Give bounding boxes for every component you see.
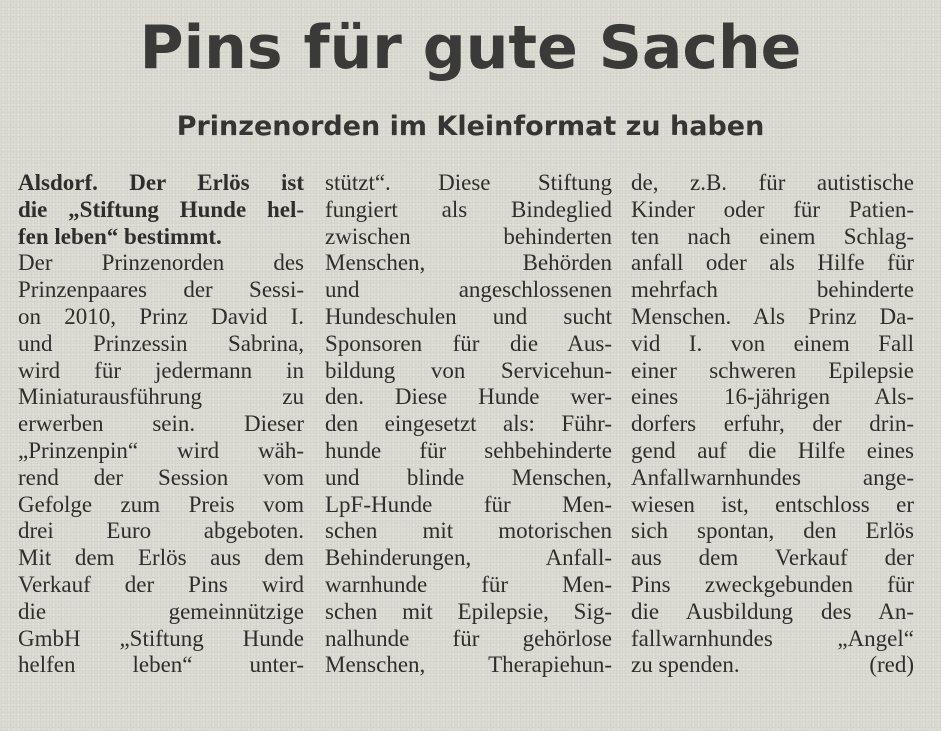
text-line: Gefolge zum Preis vom [18,491,304,517]
text-line: Behinderungen, Anfall- [325,545,612,571]
text-line: GmbH „Stiftung Hunde [18,625,304,651]
text-line: und blinde Menschen, [325,464,612,490]
text-line: schen mit motorischen [325,518,612,544]
text-line: die Ausbildung des An- [631,598,914,624]
text-line: Menschen, Behörden [325,250,612,276]
text-line: Menschen. Als Prinz Da- [631,303,914,329]
lead-line: die „Stiftung Hunde hel- [18,196,304,222]
text-line: die gemeinnützige [18,598,304,624]
text-line: drei Euro abgeboten. [18,518,304,544]
text-line: stützt“. Diese Stiftung [325,170,612,195]
text-line: rend der Session vom [18,464,304,490]
text-line: Menschen, Therapiehun- [325,652,612,678]
text-line: aus dem Verkauf der [631,545,914,571]
lead-line: fen leben“ bestimmt. [18,223,222,249]
text-line: warnhunde für Men- [325,571,612,597]
text-line: anfall oder als Hilfe für [631,250,914,276]
text-line: mehrfach behinderte [631,277,914,303]
article-signoff [631,652,914,679]
text-line: Pins zweckgebunden für [631,571,914,597]
text-line: wird für jedermann in [18,357,304,383]
text-line: fallwarnhundes „Angel“ [631,625,914,651]
text-line: Prinzenpaares der Sessi- [18,277,304,303]
lead-line: Alsdorf. Der Erlös ist [18,170,304,195]
text-line: LpF-Hunde für Men- [325,491,612,517]
text-line: on 2010, Prinz David I. [18,303,304,329]
text-line: Verkauf der Pins wird [18,571,304,597]
text-line: zwischen behinderten [325,223,612,249]
text-line: wiesen ist, entschloss er [631,491,914,517]
text-line: schen mit Epilepsie, Sig- [325,598,612,624]
text-line: einer schweren Epilepsie [631,357,914,383]
text-line: den eingesetzt als: Führ- [325,411,612,437]
text-line: Kinder oder für Patien- [631,196,914,222]
subheadline: Prinzenorden im Kleinformat zu haben [176,111,765,142]
text-line: Mit dem Erlös aus dem [18,545,304,571]
text-line: eines 16-jährigen Als- [631,384,914,410]
article-column-1 [18,170,304,679]
text-line: Der Prinzenorden des [18,250,304,276]
closing-text: zu spenden. [631,652,740,678]
text-line: und angeschlossenen [325,277,612,303]
text-line: sich spontan, den Erlös [631,518,914,544]
text-line: Anfallwarnhundes ange- [631,464,914,490]
text-line: Hundeschulen und sucht [325,303,612,329]
text-line: helfen leben“ unter- [18,652,304,678]
text-line: ten nach einem Schlag- [631,223,914,249]
text-line: Sponsoren für die Aus- [325,330,612,356]
text-line: und Prinzessin Sabrina, [18,330,304,356]
text-line: fungiert als Bindeglied [325,196,612,222]
article-column-3 [631,170,914,679]
article-column-2 [325,170,612,679]
text-line: dorfers erfuhr, der drin- [631,411,914,437]
text-line: nalhunde für gehörlose [325,625,612,651]
text-line: gend auf die Hilfe eines [631,437,914,463]
text-line: den. Diese Hunde wer- [325,384,612,410]
text-line: „Prinzenpin“ wird wäh- [18,437,304,463]
author-tag: (red) [869,652,914,678]
text-line: erwerben sein. Dieser [18,411,304,437]
text-line: hunde für sehbehinderte [325,437,612,463]
text-line: bildung von Servicehun- [325,357,612,383]
headline: Pins für gute Sache [139,13,802,83]
text-line: vid I. von einem Fall [631,330,914,356]
text-line: Miniaturausführung zu [18,384,304,410]
text-line: de, z.B. für autistische [631,170,914,195]
